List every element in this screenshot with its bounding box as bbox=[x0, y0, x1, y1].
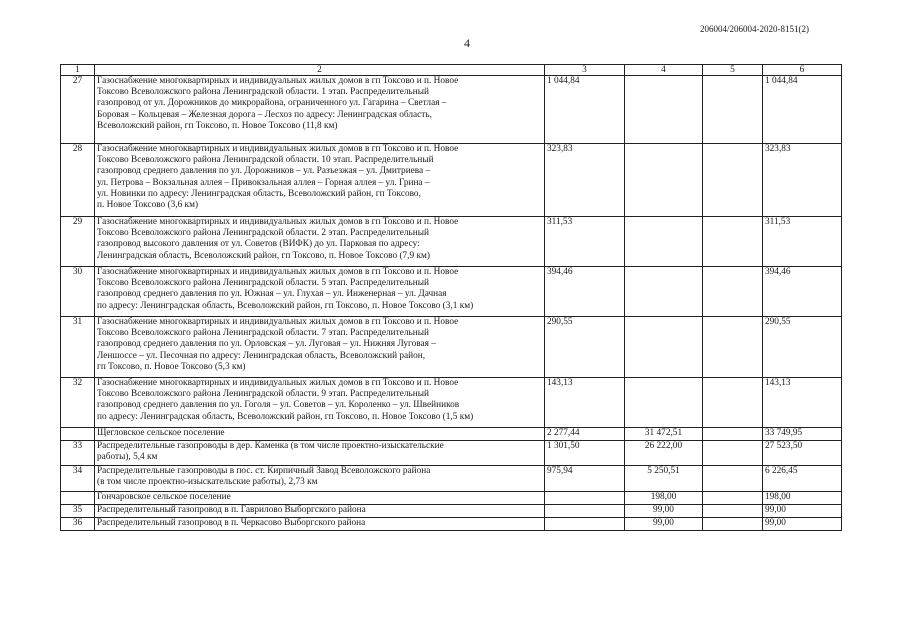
col3-value: 290,55 bbox=[545, 317, 625, 378]
col5-value bbox=[703, 144, 763, 217]
col5-value bbox=[703, 267, 763, 317]
col5-value bbox=[703, 317, 763, 378]
col5-value bbox=[703, 378, 763, 428]
row-number bbox=[61, 492, 95, 505]
row-description: Газоснабжение многоквартирных и индивидуальных жилых домов в гп Токсово и п. Новое Токсово Всеволожского района Ленинградской области. 10 этап. Распределительный газопровод среднего давления по ул. Дорожников – ул. Разъезжая – ул. Дмитриева – ул. Петрова – Вокзальная аллея – Привокзальная аллея – Горная аллея – ул. Грина – ул. Новинки по адресу: Ленинградская область, Всеволожский район, гп Токсово, п. Новое Токсово (3,6 км) bbox=[95, 144, 545, 217]
table-row bbox=[61, 505, 842, 518]
col6-value: 33 749,95 bbox=[763, 428, 842, 441]
table-row bbox=[61, 466, 842, 492]
col5-value bbox=[703, 492, 763, 505]
col4-value bbox=[625, 267, 703, 317]
col6-value: 311,53 bbox=[763, 217, 842, 267]
col3-value bbox=[545, 505, 625, 518]
row-description: Распределительный газопровод в п. Черкасово Выборгского района bbox=[95, 518, 545, 531]
col5-value bbox=[703, 518, 763, 531]
col5-value bbox=[703, 441, 763, 466]
col4-value bbox=[625, 378, 703, 428]
subtotal-row bbox=[61, 492, 842, 505]
col4-value bbox=[625, 217, 703, 267]
page-number: 4 bbox=[464, 36, 470, 50]
col3-value: 143,13 bbox=[545, 378, 625, 428]
col3-value bbox=[545, 518, 625, 531]
col6-value: 394,46 bbox=[763, 267, 842, 317]
col6-value: 99,00 bbox=[763, 505, 842, 518]
column-header: 2 bbox=[95, 65, 545, 76]
col5-value bbox=[703, 466, 763, 492]
col6-value: 99,00 bbox=[763, 518, 842, 531]
document-id: 206004/206004-2020-8151(2) bbox=[700, 24, 809, 34]
col3-value: 975,94 bbox=[545, 466, 625, 492]
row-number: 36 bbox=[61, 518, 95, 531]
col4-value: 99,00 bbox=[625, 518, 703, 531]
table-row bbox=[61, 441, 842, 466]
row-number: 29 bbox=[61, 217, 95, 267]
row-description: Распределительный газопровод в п. Гаврилово Выборгского района bbox=[95, 505, 545, 518]
column-header: 4 bbox=[625, 65, 703, 76]
col6-value: 198,00 bbox=[763, 492, 842, 505]
col3-value: 1 044,84 bbox=[545, 76, 625, 144]
row-description: Распределительные газопроводы в дер. Каменка (в том числе проектно-изыскательские работы), 5,4 км bbox=[95, 441, 545, 466]
column-header: 3 bbox=[545, 65, 625, 76]
col3-value bbox=[545, 492, 625, 505]
row-number: 34 bbox=[61, 466, 95, 492]
col6-value: 143,13 bbox=[763, 378, 842, 428]
col6-value: 290,55 bbox=[763, 317, 842, 378]
col5-value bbox=[703, 217, 763, 267]
col3-value: 323,83 bbox=[545, 144, 625, 217]
column-header: 5 bbox=[703, 65, 763, 76]
col3-value: 2 277,44 bbox=[545, 428, 625, 441]
row-description: Газоснабжение многоквартирных и индивидуальных жилых домов в гп Токсово и п. Новое Токсово Всеволожского района Ленинградской области. 1 этап. Распределительный газопровод от ул. Дорожников до микрорайона, ограниченного ул. Гагарина – Светлая – Боровая – Кольцевая – Железная дорога – Лесхоз по адресу: Ленинградская область, Всеволожский район, гп Токсово, п. Новое Токсово (11,8 км) bbox=[95, 76, 545, 144]
table-row bbox=[61, 378, 842, 428]
row-number: 33 bbox=[61, 441, 95, 466]
row-number: 35 bbox=[61, 505, 95, 518]
col5-value bbox=[703, 428, 763, 441]
row-description: Газоснабжение многоквартирных и индивидуальных жилых домов в гп Токсово и п. Новое Токсово Всеволожского района Ленинградской области. 9 этап. Распределительный газопровод среднего давления по ул. Гоголя – ул. Советов – ул. Короленко – ул. Швейников по адресу: Ленинградская область, Всеволожский район, гп Токсово, п. Новое Токсово (1,5 км) bbox=[95, 378, 545, 428]
table-row bbox=[61, 518, 842, 531]
col6-value: 27 523,50 bbox=[763, 441, 842, 466]
col4-value: 5 250,51 bbox=[625, 466, 703, 492]
column-header: 6 bbox=[763, 65, 842, 76]
row-number: 31 bbox=[61, 317, 95, 378]
col4-value: 99,00 bbox=[625, 505, 703, 518]
col5-value bbox=[703, 505, 763, 518]
col3-value: 394,46 bbox=[545, 267, 625, 317]
row-number: 32 bbox=[61, 378, 95, 428]
column-header: 1 bbox=[61, 65, 95, 76]
table-row bbox=[61, 317, 842, 378]
table-row bbox=[61, 76, 842, 144]
row-description: Газоснабжение многоквартирных и индивидуальных жилых домов в гп Токсово и п. Новое Токсово Всеволожского района Ленинградской области. 2 этап. Распределительный газопровод высокого давления от ул. Советов (ВИФК) до ул. Парковая по адресу: Ленинградская область, Всеволожский район, гп Токсово, п. Новое Токсово (7,9 км) bbox=[95, 217, 545, 267]
col4-value bbox=[625, 144, 703, 217]
table-row bbox=[61, 267, 842, 317]
col4-value: 31 472,51 bbox=[625, 428, 703, 441]
row-description: Газоснабжение многоквартирных и индивидуальных жилых домов в гп Токсово и п. Новое Токсово Всеволожского района Ленинградской области. 5 этап. Распределительный газопровод среднего давления по ул. Южная – ул. Глухая – ул. Инженерная – ул. Дачная по адресу: Ленинградская область, Всеволожский район, гп Токсово, п. Новое Токсово (3,1 км) bbox=[95, 267, 545, 317]
row-number: 28 bbox=[61, 144, 95, 217]
table-row bbox=[61, 144, 842, 217]
col6-value: 1 044,84 bbox=[763, 76, 842, 144]
row-number: 27 bbox=[61, 76, 95, 144]
cost-table bbox=[60, 64, 842, 531]
col6-value: 6 226,45 bbox=[763, 466, 842, 492]
col6-value: 323,83 bbox=[763, 144, 842, 217]
table-header-row bbox=[61, 65, 842, 76]
row-number: 30 bbox=[61, 267, 95, 317]
row-description: Распределительные газопроводы в пос. ст. Кирпичный Завод Всеволожского района (в том числе проектно-изыскательские работы), 2,73 км bbox=[95, 466, 545, 492]
settlement-name: Щегловское сельское поселение bbox=[95, 428, 545, 441]
col3-value: 311,53 bbox=[545, 217, 625, 267]
row-number bbox=[61, 428, 95, 441]
col4-value: 198,00 bbox=[625, 492, 703, 505]
col4-value: 26 222,00 bbox=[625, 441, 703, 466]
row-description: Газоснабжение многоквартирных и индивидуальных жилых домов в гп Токсово и п. Новое Токсово Всеволожского района Ленинградской области. 7 этап. Распределительный газопровод среднего давления по ул. Орловская – ул. Луговая – ул. Нижняя Луговая – Леншоссе – ул. Песочная по адресу: Ленинградская область, Всеволожский район, гп Токсово, п. Новое Токсово (5,3 км) bbox=[95, 317, 545, 378]
col4-value bbox=[625, 317, 703, 378]
col3-value: 1 301,50 bbox=[545, 441, 625, 466]
table-row bbox=[61, 217, 842, 267]
settlement-name: Гончаровское сельское поселение bbox=[95, 492, 545, 505]
col4-value bbox=[625, 76, 703, 144]
subtotal-row bbox=[61, 428, 842, 441]
col5-value bbox=[703, 76, 763, 144]
